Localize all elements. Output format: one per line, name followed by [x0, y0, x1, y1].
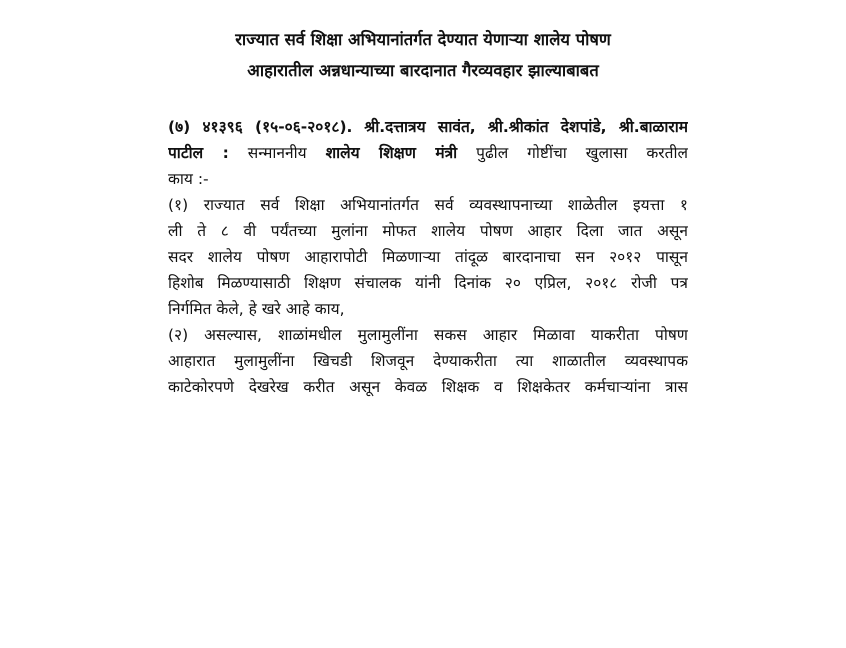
paragraph-2-line-2: आहारात मुलामुलींना खिचडी शिजवून देण्याकरीता त्या शाळातील व्यवस्थापक — [168, 352, 688, 370]
question-header-line-2 — [168, 140, 688, 166]
paragraph-2-line-3: काटेकोरपणे देखरेख करीत असून केवळ शिक्षक व शिक्षकेतर कर्मचाऱ्यांना त्रास — [168, 378, 688, 396]
minister-name: शालेय शिक्षण मंत्री — [325, 144, 458, 162]
paragraph-1-line-2: ली ते ८ वी पर्यंतच्या मुलांना मोफत शालेय पोषण आहार दिला जात असून — [168, 222, 688, 240]
paragraph-2-line-1: (२) असल्यास, शाळांमधील मुलामुलींना सकस आहार मिळावा याकरीता पोषण — [168, 326, 688, 344]
question-askers-continued: पाटील : — [168, 144, 229, 162]
title-line-1: राज्यात सर्व शिक्षा अभियानांतर्गत देण्यात येणाऱ्या शालेय पोषण — [235, 30, 611, 49]
preamble-text-1: सन्माननीय — [247, 144, 307, 162]
paragraph-1-line-3: सदर शालेय पोषण आहारापोटी मिळणाऱ्या तांदूळ बारदानाचा सन २०१२ पासून — [168, 248, 688, 266]
paragraph-1-line-5: निर्गमित केले, हे खरे आहे काय, — [168, 300, 345, 318]
question-askers: श्री.दत्तात्रय सावंत, श्री.श्रीकांत देशपांडे, श्री.बाळाराम — [364, 118, 688, 136]
preamble-text-3: काय :- — [168, 170, 209, 188]
paragraph-1-line-1: (१) राज्यात सर्व शिक्षा अभियानांतर्गत सर्व व्यवस्थापनाच्या शाळेतील इयत्ता १ — [168, 196, 688, 214]
preamble-text-2: पुढील गोष्टींचा खुलासा करतील — [476, 144, 688, 162]
question-body — [168, 114, 688, 400]
title-line-2: आहारातील अन्नधान्याच्या बारदानात गैरव्यवहार झाल्याबाबत — [247, 61, 599, 80]
paragraph-1-line-4: हिशोब मिळण्यासाठी शिक्षण संचालक यांनी दिनांक २० एप्रिल, २०१८ रोजी पत्र — [168, 274, 688, 292]
question-header-line-1 — [168, 114, 688, 140]
question-number: (७) ४१३९६ (१५-०६-२०१८). — [168, 118, 353, 136]
